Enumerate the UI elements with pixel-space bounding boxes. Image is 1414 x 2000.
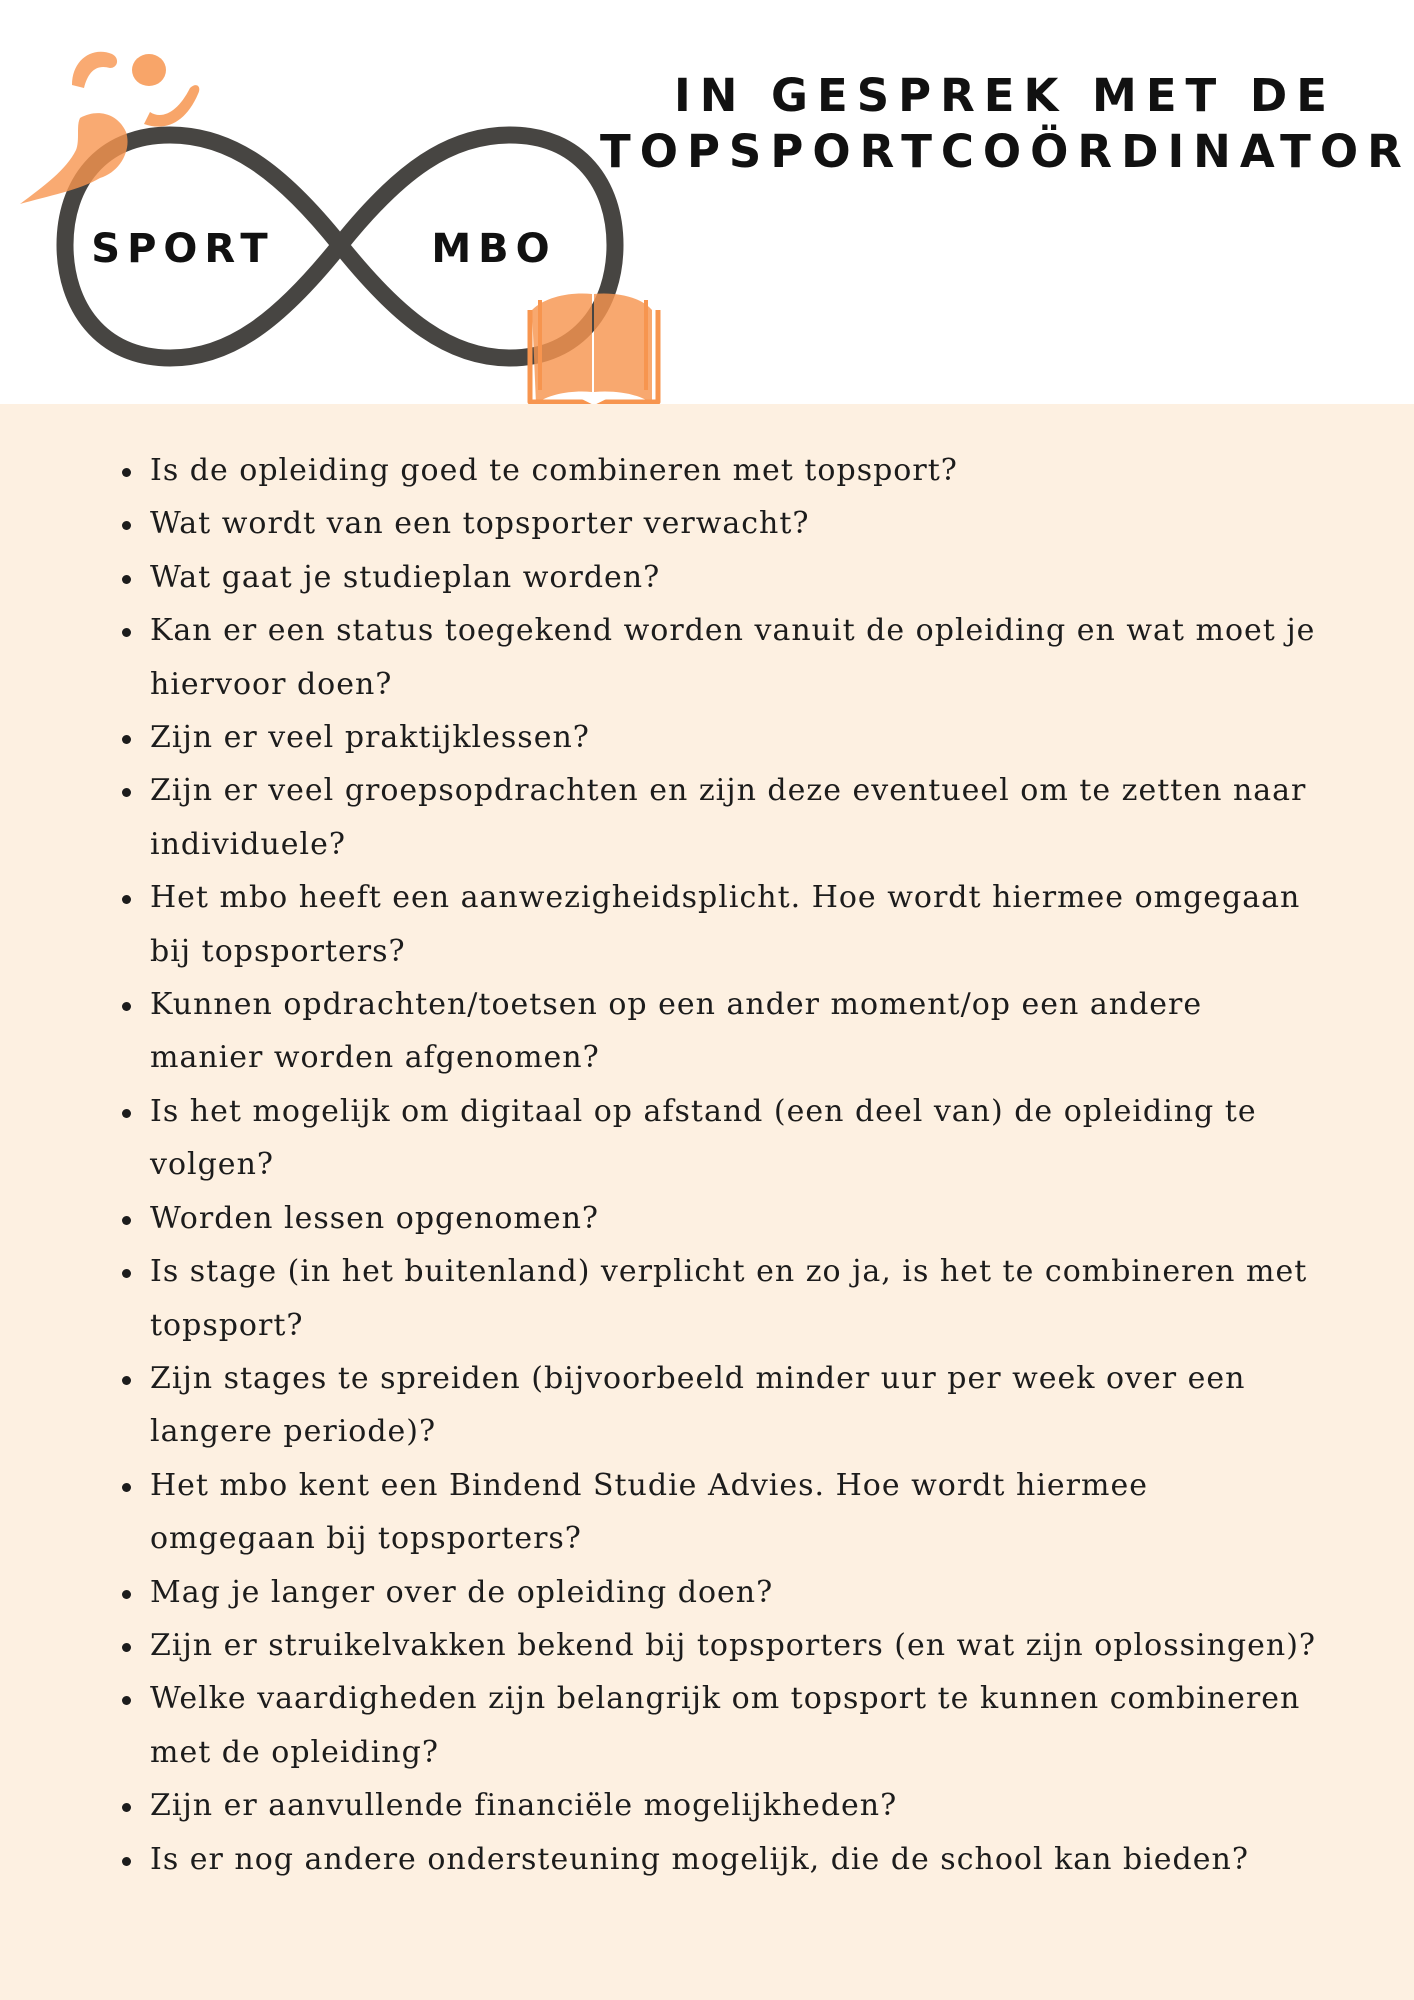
question-item: Is het mogelijk om digitaal op afstand (een deel van) de opleiding te volgen? bbox=[150, 1085, 1320, 1192]
question-item: Zijn er aanvullende financiële mogelijkheden? bbox=[150, 1779, 1320, 1832]
question-item: Is stage (in het buitenland) verplicht en zo ja, is het te combineren met topsport? bbox=[150, 1245, 1320, 1352]
question-item: Mag je langer over de opleiding doen? bbox=[150, 1566, 1320, 1619]
page-title-line-1: IN GESPREK MET DE bbox=[673, 69, 1337, 122]
question-item: Kunnen opdrachten/toetsen op een ander moment/op een andere manier worden afgenomen? bbox=[150, 978, 1320, 1085]
question-item: Zijn er struikelvakken bekend bij topsporters (en wat zijn oplossingen)? bbox=[150, 1619, 1320, 1672]
question-item: Is de opleiding goed te combineren met topsport? bbox=[150, 444, 1320, 497]
logo-label-mbo: MBO bbox=[431, 226, 557, 272]
question-item: Is er nog andere ondersteuning mogelijk, die de school kan bieden? bbox=[150, 1833, 1320, 1886]
question-list bbox=[150, 444, 1320, 1886]
sport-mbo-logo bbox=[0, 0, 680, 420]
question-item: Wat gaat je studieplan worden? bbox=[150, 551, 1320, 604]
question-item: Zijn er veel groepsopdrachten en zijn deze eventueel om te zetten naar individuele? bbox=[150, 764, 1320, 871]
header bbox=[0, 0, 1414, 404]
logo-label-sport: SPORT bbox=[91, 226, 275, 272]
page-title bbox=[600, 68, 1410, 180]
question-item: Wat wordt van een topsporter verwacht? bbox=[150, 497, 1320, 550]
page-title-line-2: TOPSPORTCOÖRDINATOR bbox=[600, 125, 1411, 178]
question-item: Welke vaardigheden zijn belangrijk om topsport te kunnen combineren met de opleiding? bbox=[150, 1672, 1320, 1779]
questions-panel bbox=[0, 404, 1414, 2000]
question-item: Zijn er veel praktijklessen? bbox=[150, 711, 1320, 764]
question-item: Zijn stages te spreiden (bijvoorbeeld minder uur per week over een langere periode)? bbox=[150, 1352, 1320, 1459]
question-item: Het mbo kent een Bindend Studie Advies. Hoe wordt hiermee omgegaan bij topsporters? bbox=[150, 1459, 1320, 1566]
question-item: Worden lessen opgenomen? bbox=[150, 1192, 1320, 1245]
question-item: Kan er een status toegekend worden vanuit de opleiding en wat moet je hiervoor doen? bbox=[150, 604, 1320, 711]
question-item: Het mbo heeft een aanwezigheidsplicht. Hoe wordt hiermee omgegaan bij topsporters? bbox=[150, 871, 1320, 978]
